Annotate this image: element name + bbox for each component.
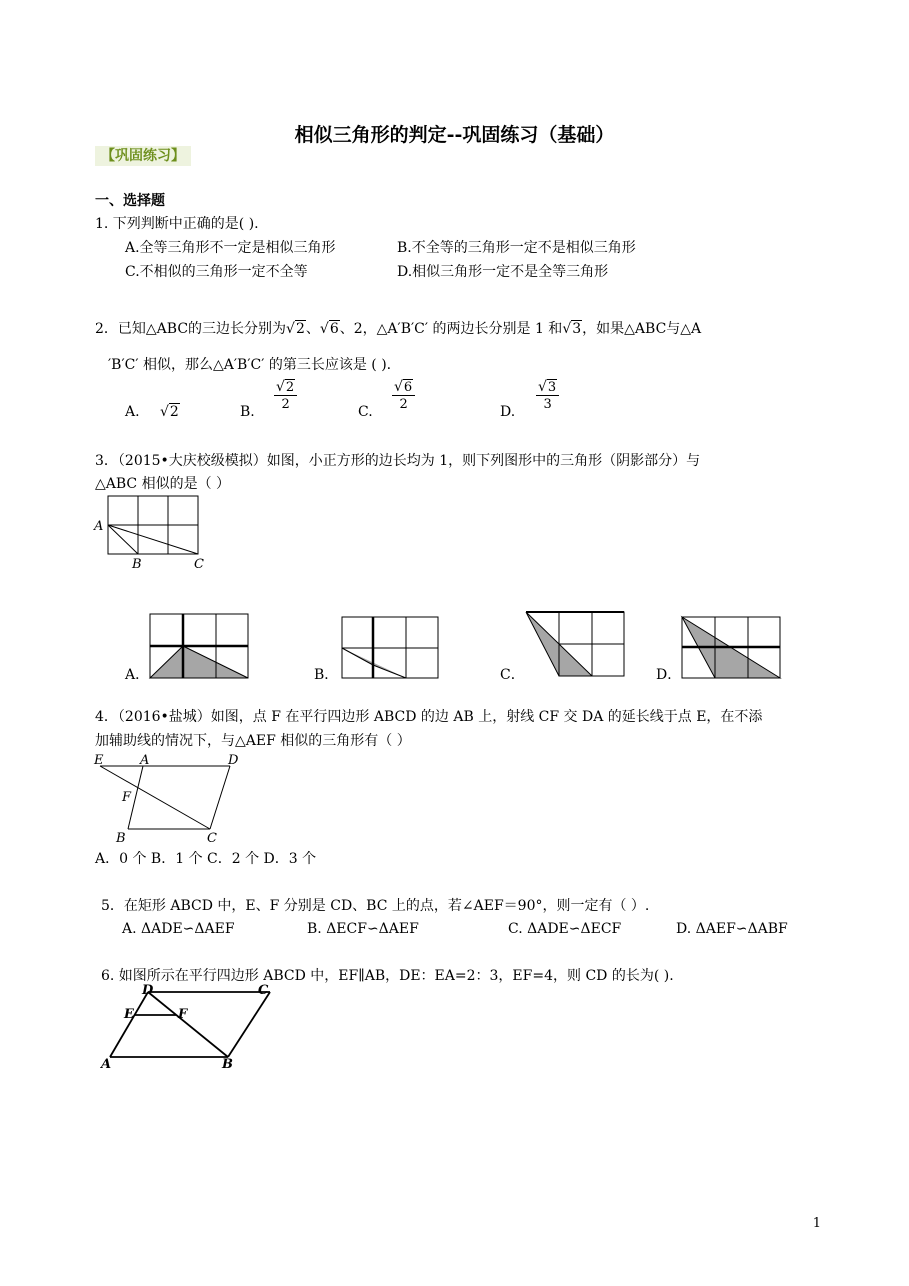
point-label-b: B bbox=[116, 831, 126, 846]
q5-option-a: A. ΔADE∽ΔAEF bbox=[122, 921, 235, 937]
point-label-b: B bbox=[132, 557, 142, 572]
q6-figure-parallelogram bbox=[98, 984, 278, 1072]
q2-option-a-value: √2 bbox=[160, 404, 179, 420]
q5-stem: 5．在矩形 ABCD 中，E、F 分别是 CD、BC 上的点，若∠AEF＝90°，则一定有（ ）. bbox=[101, 898, 650, 914]
q3-line2: △ABC 相似的是（ ） bbox=[95, 476, 231, 492]
q3-option-c-label: C． bbox=[500, 667, 525, 683]
point-label-c: C bbox=[258, 983, 269, 998]
point-label-a: A bbox=[94, 519, 104, 534]
point-label-a: A bbox=[140, 753, 150, 768]
section-heading: 一、选择题 bbox=[95, 193, 165, 209]
point-label-d: D bbox=[142, 983, 154, 998]
point-label-b: B bbox=[222, 1057, 233, 1072]
q2-option-d-label: D. bbox=[500, 404, 516, 420]
q2-option-c-label: C. bbox=[358, 404, 373, 420]
q1-option-b: B.不全等的三角形一定不是相似三角形 bbox=[397, 240, 636, 256]
q3-option-d-label: D． bbox=[656, 667, 682, 683]
q3-option-a-label: A． bbox=[125, 667, 150, 683]
q5-option-c: C. ΔADE∽ΔECF bbox=[508, 921, 622, 937]
point-label-e: E bbox=[124, 1007, 134, 1022]
sqrt-2: √2 bbox=[286, 321, 305, 337]
point-label-c: C bbox=[194, 557, 204, 572]
q3-option-d-figure[interactable] bbox=[680, 615, 784, 681]
q2-option-c-fraction: $\frac{√6}{2}$ bbox=[392, 380, 415, 412]
page-number: 1 bbox=[812, 1216, 821, 1231]
point-label-c: C bbox=[207, 831, 217, 846]
q2-text-part3: ，如果△ABC与△A bbox=[582, 321, 702, 337]
q3-option-b-figure[interactable] bbox=[340, 615, 440, 681]
sqrt-6: √6 bbox=[319, 321, 339, 337]
point-label-e: E bbox=[94, 753, 104, 768]
point-label-d: D bbox=[228, 753, 239, 768]
q2-text-part2: 、2，△A′B′C′ 的两边长分别是 1 和 bbox=[339, 321, 563, 337]
q3-figure-abc bbox=[92, 494, 222, 574]
q1-option-c: C.不相似的三角形一定不全等 bbox=[125, 264, 308, 280]
q6-stem: 6. 如图所示在平行四边形 ABCD 中，EF∥AB，DE：EA=2：3，EF=4，则 CD 的长为( ). bbox=[101, 968, 674, 984]
q2-option-d-fraction: $\frac{√3}{3}$ bbox=[536, 380, 559, 412]
q3-option-b-label: B． bbox=[314, 667, 339, 683]
q2-separator: 、 bbox=[305, 321, 320, 337]
q4-line2: 加辅助线的情况下，与△AEF 相似的三角形有（ ） bbox=[95, 733, 411, 749]
point-label-f: F bbox=[122, 790, 132, 805]
point-label-a: A bbox=[101, 1057, 112, 1072]
q5-option-b: B. ΔECF∽ΔAEF bbox=[307, 921, 419, 937]
q1-option-a: A.全等三角形不一定是相似三角形 bbox=[125, 240, 336, 256]
q2-option-a-label: A. bbox=[125, 404, 140, 420]
q4-options: A．0 个 B．1 个 C．2 个 D．3 个 bbox=[95, 851, 317, 867]
page-title: 相似三角形的判定--巩固练习（基础） bbox=[294, 124, 615, 146]
q3-option-c-figure[interactable] bbox=[524, 610, 628, 680]
q2-option-b-fraction: $\frac{√2}{2}$ bbox=[274, 380, 297, 412]
q1-stem: 1. 下列判断中正确的是( ). bbox=[95, 216, 259, 232]
q2-text-part1: 2．已知△ABC的三边长分别为 bbox=[95, 321, 287, 337]
sqrt-3: √3 bbox=[562, 321, 582, 337]
point-label-f: F bbox=[178, 1007, 188, 1022]
q3-option-a-figure[interactable] bbox=[148, 612, 253, 682]
q4-figure-parallelogram bbox=[92, 750, 252, 846]
q4-line1: 4．（2016•盐城）如图，点 F 在平行四边形 ABCD 的边 AB 上，射线 CF 交 DA 的延长线于点 E，在不添 bbox=[95, 709, 763, 725]
section-badge: 【巩固练习】 bbox=[95, 146, 191, 166]
q1-option-d: D.相似三角形一定不是全等三角形 bbox=[397, 264, 609, 280]
q2-line2: ′B′C′ 相似，那么△A′B′C′ 的第三长应该是 ( ). bbox=[108, 357, 392, 373]
q2-line1 bbox=[95, 320, 701, 338]
q5-option-d: D. ΔAEF∽ΔABF bbox=[676, 921, 788, 937]
q3-line1: 3．（2015•大庆校级模拟）如图，小正方形的边长均为 1，则下列图形中的三角形（阴影部分）与 bbox=[95, 453, 701, 469]
q2-option-b-label: B. bbox=[240, 404, 255, 420]
